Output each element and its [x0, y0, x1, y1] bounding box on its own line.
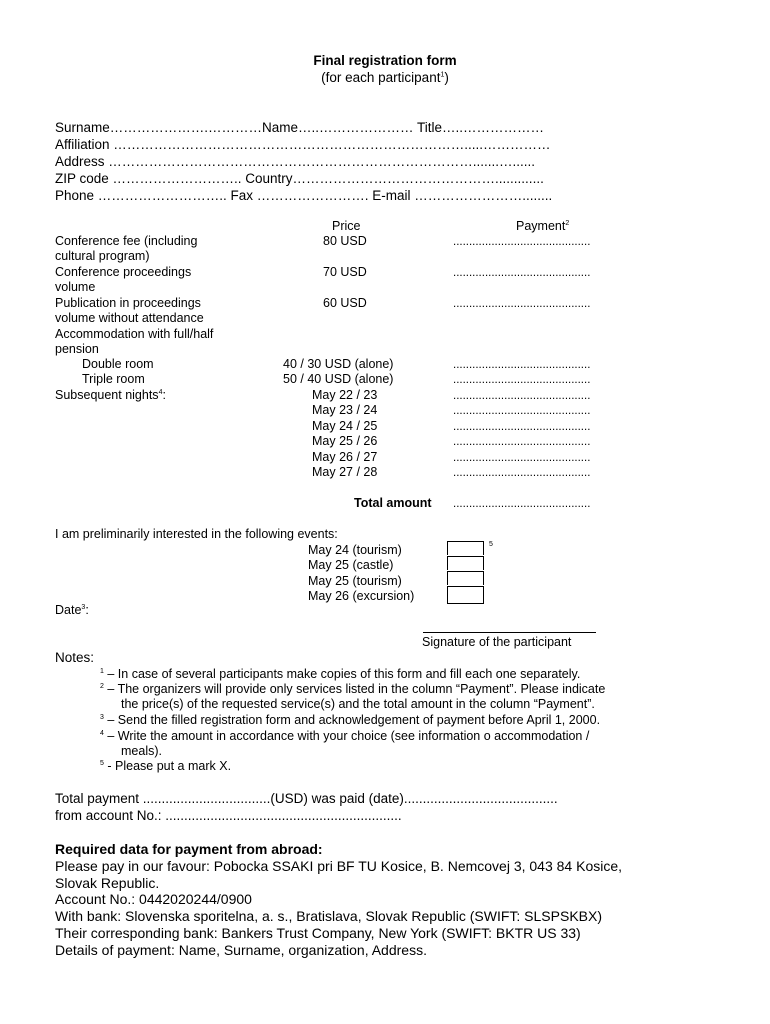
date-label — [55, 603, 89, 618]
note-4-cont: meals). — [121, 744, 162, 758]
signature-line[interactable] — [423, 632, 596, 633]
total-amount-field[interactable]: ........................................... — [453, 498, 591, 510]
required-line: Account No.: 0442020244/0900 — [55, 891, 252, 907]
colon: : — [162, 388, 166, 402]
triple-room-payment-field[interactable]: ........................................... — [453, 374, 591, 386]
subsequent-nights-label — [55, 388, 166, 403]
publication-price: 60 USD — [323, 296, 367, 310]
night-label: May 23 / 24 — [312, 403, 378, 417]
night-payment-field[interactable]: ........................................... — [453, 421, 591, 433]
event-checkbox[interactable] — [447, 541, 484, 555]
subsequent-nights-text: Subsequent nights — [55, 388, 159, 402]
required-data-title: Required data for payment from abroad: — [55, 841, 323, 857]
footnote-ref: 1 — [100, 667, 104, 675]
night-label: May 25 / 26 — [312, 434, 378, 448]
proceedings-payment-field[interactable]: ........................................... — [453, 267, 591, 279]
subtitle-close: ) — [444, 70, 449, 85]
event-label: May 26 (excursion) — [308, 589, 415, 603]
footnote-ref: 4 — [100, 729, 104, 737]
event-label: May 24 (tourism) — [308, 543, 402, 557]
night-payment-field[interactable]: ........................................... — [453, 405, 591, 417]
note-text: - Please put a mark X. — [103, 759, 232, 773]
note-1 — [100, 667, 580, 682]
price-header: Price — [332, 219, 361, 233]
notes-title: Notes: — [55, 650, 95, 665]
note-text: – The organizers will provide only services listed in the column “Payment”. Please indicate — [103, 682, 606, 696]
publication-label-cont: volume without attendance — [55, 311, 204, 325]
colon: : — [85, 603, 89, 617]
note-2 — [100, 682, 605, 697]
event-label: May 25 (castle) — [308, 558, 394, 572]
total-amount-label: Total amount — [354, 496, 432, 510]
conference-fee-payment-field[interactable]: ........................................... — [453, 236, 591, 248]
footnote-ref: 2 — [565, 219, 570, 227]
footnote-ref: 3 — [100, 713, 104, 721]
double-room-payment-field[interactable]: ........................................... — [453, 359, 591, 371]
publication-payment-field[interactable]: ........................................... — [453, 298, 591, 310]
required-line: Their corresponding bank: Bankers Trust Company, New York (SWIFT: BKTR US 33) — [55, 925, 581, 941]
accommodation-label-cont: pension — [55, 342, 99, 356]
required-line: With bank: Slovenska sporitelna, a. s., Bratislava, Slovak Republic (SWIFT: SLSPSKBX) — [55, 908, 602, 924]
publication-label: Publication in proceedings — [55, 296, 201, 310]
note-4 — [100, 729, 589, 744]
note-text: – Send the filled registration form and acknowledgement of payment before April 1, 2000. — [103, 713, 601, 727]
form-title: Final registration form — [313, 53, 457, 68]
double-room-label: Double room — [82, 357, 154, 371]
surname-name-title-line[interactable]: Surname………………….…………Name…..………………… Title…..……………… — [55, 120, 545, 135]
note-text: – Write the amount in accordance with your choice (see information o accommodation / — [103, 729, 590, 743]
payment-header-text: Payment — [516, 219, 566, 233]
conference-fee-price: 80 USD — [323, 234, 367, 248]
note-2-cont: the price(s) of the requested service(s) and the total amount in the column “Payment”. — [121, 697, 595, 711]
conference-fee-label: Conference fee (including — [55, 234, 198, 248]
form-subtitle — [0, 70, 770, 86]
night-payment-field[interactable]: ........................................... — [453, 390, 591, 402]
night-payment-field[interactable]: ........................................... — [453, 467, 591, 479]
night-payment-field[interactable]: ........................................... — [453, 452, 591, 464]
night-label: May 27 / 28 — [312, 465, 378, 479]
event-checkbox[interactable] — [447, 571, 484, 585]
payment-header — [516, 219, 569, 234]
total-payment-line[interactable]: Total payment ..................................(USD) was paid (date)......................................... — [55, 791, 558, 806]
date-text: Date — [55, 603, 82, 617]
footnote-ref: 2 — [100, 682, 104, 690]
affiliation-line[interactable]: Affiliation …………………………………………………………………….....…………… — [55, 137, 551, 152]
address-line[interactable]: Address ……………………………………………………………………….......…...... — [55, 154, 536, 169]
events-intro: I am preliminarily interested in the following events: — [55, 527, 338, 541]
night-label: May 24 / 25 — [312, 419, 378, 433]
phone-fax-email-line[interactable]: Phone ……………………….. Fax ……………………. E-mail ……………………........ — [55, 188, 553, 203]
conference-fee-label-cont: cultural program) — [55, 249, 150, 263]
zip-country-line[interactable]: ZIP code ……………………….. Country………………………………………............. — [55, 171, 544, 186]
required-line: Details of payment: Name, Surname, organization, Address. — [55, 942, 427, 958]
night-label: May 26 / 27 — [312, 450, 378, 464]
event-checkbox[interactable] — [447, 586, 484, 604]
signature-label: Signature of the participant — [422, 635, 572, 649]
account-line[interactable]: from account No.: ............................................................... — [55, 808, 402, 823]
event-label: May 25 (tourism) — [308, 574, 402, 588]
double-room-price: 40 / 30 USD (alone) — [283, 357, 394, 371]
footnote-ref: 5 — [100, 759, 104, 767]
footnote-ref: 1 — [440, 71, 445, 79]
footnote-ref: 4 — [158, 388, 163, 396]
night-payment-field[interactable]: ........................................... — [453, 436, 591, 448]
proceedings-price: 70 USD — [323, 265, 367, 279]
subtitle-text: (for each participant — [321, 70, 441, 85]
proceedings-label: Conference proceedings — [55, 265, 192, 279]
note-5 — [100, 759, 231, 774]
accommodation-label: Accommodation with full/half — [55, 327, 214, 341]
required-line: Please pay in our favour: Pobocka SSAKI pri BF TU Kosice, B. Nemcovej 3, 043 84 Kosice, — [55, 858, 623, 874]
night-label: May 22 / 23 — [312, 388, 378, 402]
triple-room-price: 50 / 40 USD (alone) — [283, 372, 394, 386]
triple-room-label: Triple room — [82, 372, 145, 386]
required-line: Slovak Republic. — [55, 875, 160, 891]
note-3 — [100, 713, 600, 728]
event-checkbox[interactable] — [447, 556, 484, 570]
footnote-ref: 3 — [81, 603, 86, 611]
footnote-ref: 5 — [489, 541, 493, 548]
note-text: – In case of several participants make copies of this form and fill each one separately. — [103, 667, 581, 681]
proceedings-label-cont: volume — [55, 280, 96, 294]
